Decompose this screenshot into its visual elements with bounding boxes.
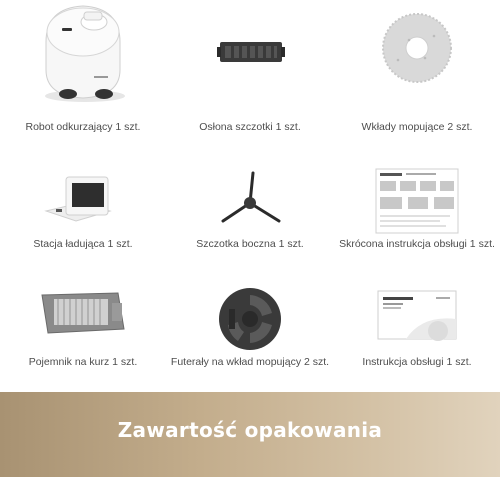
dust-bin-icon <box>0 285 166 395</box>
item-label: Stacja ładująca 1 szt. <box>33 238 133 250</box>
banner-title: Zawartość opakowania <box>117 418 383 442</box>
item-label: Szczotka boczna 1 szt. <box>196 238 304 250</box>
section-banner <box>0 392 500 477</box>
brush-guard-icon <box>167 0 333 110</box>
mop-holder-icon <box>167 285 333 395</box>
item-label: Robot odkurzający 1 szt. <box>25 121 141 133</box>
item-label: Skrócona instrukcja obsługi 1 szt. <box>339 238 495 250</box>
item-label: Wkłady mopujące 2 szt. <box>361 121 473 133</box>
side-brush-icon <box>167 167 333 277</box>
item-label: Osłona szczotki 1 szt. <box>199 121 301 133</box>
robot-vacuum-icon <box>0 0 166 110</box>
charging-station-icon <box>0 167 166 277</box>
user-manual-icon <box>334 285 500 395</box>
quick-guide-icon <box>334 167 500 277</box>
item-label: Instrukcja obsługi 1 szt. <box>362 356 472 368</box>
mop-pad-icon <box>334 0 500 110</box>
item-label: Pojemnik na kurz 1 szt. <box>28 356 138 368</box>
item-label: Futerały na wkład mopujący 2 szt. <box>170 356 330 368</box>
